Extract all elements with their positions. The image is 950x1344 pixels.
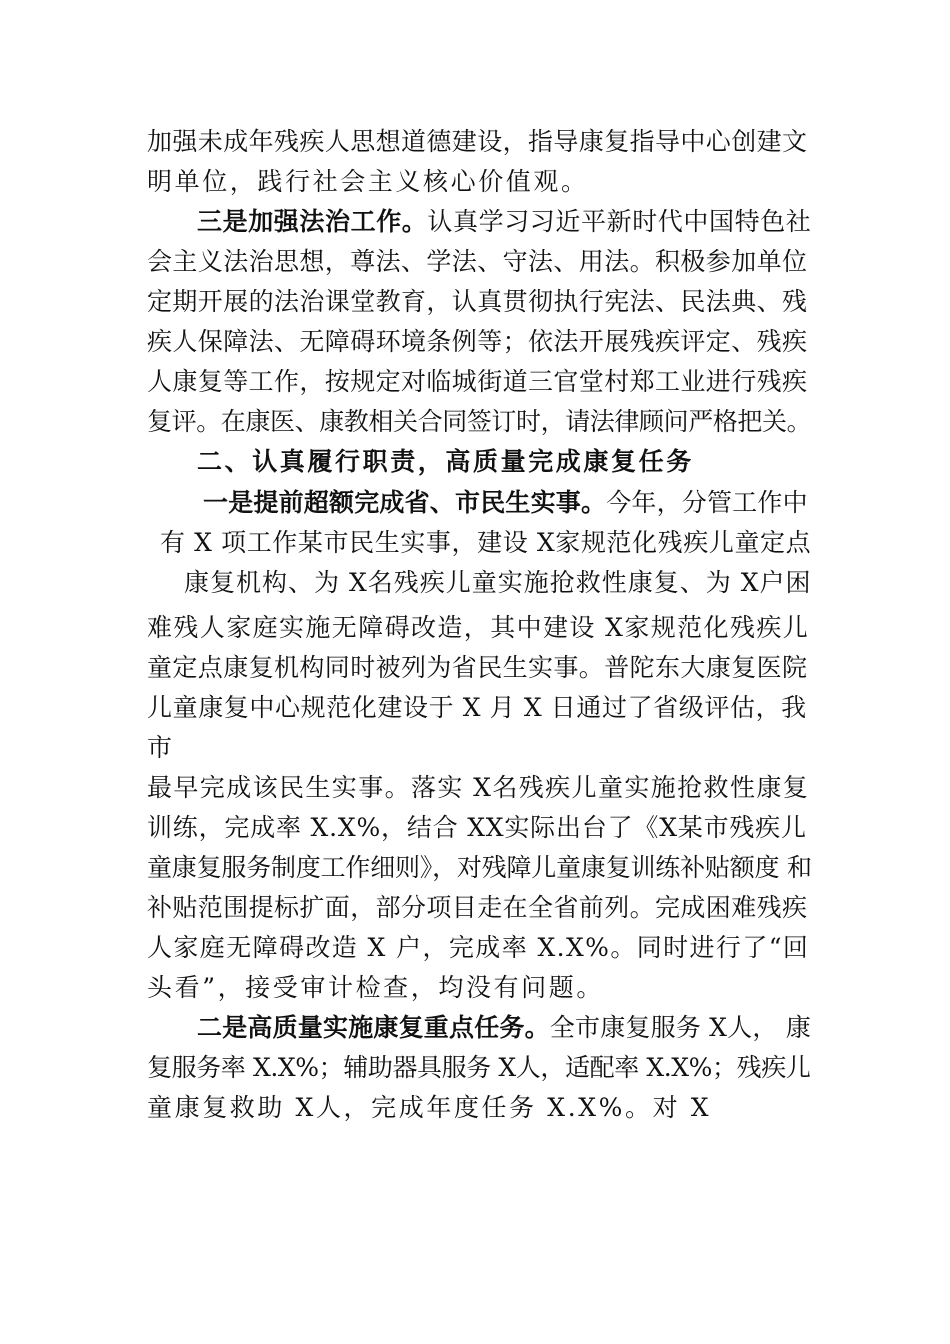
paragraph-line: 补贴范围提标扩面，部分项目走在全省前列。完成困难残疾 — [147, 893, 808, 922]
paragraph-line: 明单位，践行社会主义核心价值观。 — [147, 167, 589, 196]
lead-phrase: 一是提前超额完成省、市民生实事。 — [203, 488, 607, 517]
paragraph-line: 头看”，接受审计检查，均没有问题。 — [147, 973, 604, 1002]
paragraph-line: 康复机构、为 X名残疾儿童实施抢救性康复、为 X户困 — [184, 568, 812, 597]
paragraph-line: 训练，完成率 X.X%，结合 XX实际出台了《X某市残疾儿 — [147, 813, 807, 842]
section-heading: 二、认真履行职责，高质量完成康复任务 — [197, 447, 694, 476]
paragraph-line: 复评。在康医、康教相关合同签订时，请法律顾问严格把关。 — [147, 407, 812, 436]
paragraph-line — [197, 1013, 811, 1043]
paragraph-line: 市 — [147, 733, 175, 762]
paragraph-line — [203, 488, 808, 518]
line-text: 今年，分管工作中 — [606, 488, 808, 517]
paragraph-line: 复服务率 X.X%；辅助器具服务 X人，适配率 X.X%；残疾儿 — [147, 1053, 811, 1082]
paragraph-line: 定期开展的法治课堂教育，认真贯彻执行宪法、民法典、残 — [147, 287, 808, 316]
paragraph-line: 人康复等工作，按规定对临城街道三官堂村郑工业进行残疾 — [147, 367, 808, 396]
paragraph-line: 会主义法治思想，尊法、学法、守法、用法。积极参加单位 — [147, 247, 808, 276]
paragraph-line: 童定点康复机构同时被列为省民生实事。普陀东大康复医院 — [147, 653, 808, 682]
paragraph-line: 有 X 项工作某市民生实事，建设 X家规范化残疾儿童定点 — [160, 528, 812, 557]
paragraph-line: 难残人家庭实施无障碍改造，其中建设 X家规范化残疾儿 — [147, 613, 810, 642]
lead-phrase: 二是高质量实施康复重点任务。 — [197, 1013, 550, 1042]
line-text: 全市康复服务 X人， 康 — [549, 1013, 811, 1042]
lead-phrase: 三是加强法治工作。 — [197, 207, 428, 236]
paragraph-line: 疾人保障法、无障碍环境条例等；依法开展残疾评定、残疾 — [147, 327, 808, 356]
paragraph-line: 童康复服务制度工作细则》，对残障儿童康复训练补贴额度 和 — [147, 853, 812, 882]
paragraph-line — [197, 207, 811, 237]
paragraph-line: 最早完成该民生实事。落实 X名残疾儿童实施抢救性康复 — [147, 773, 810, 802]
paragraph-line: 儿童康复中心规范化建设于 X 月 X 日通过了省级评估，我 — [147, 693, 807, 722]
line-text: 认真学习习近平新时代中国特色社 — [427, 207, 812, 236]
paragraph-line: 人家庭无障碍改造 X 户，完成率 X.X%。同时进行了“回 — [147, 933, 810, 962]
paragraph-line: 童康复救助 X人，完成年度任务 X.X%。对 X — [147, 1093, 712, 1122]
paragraph-line: 加强未成年残疾人思想道德建设，指导康复指导中心创建文 — [147, 127, 808, 156]
